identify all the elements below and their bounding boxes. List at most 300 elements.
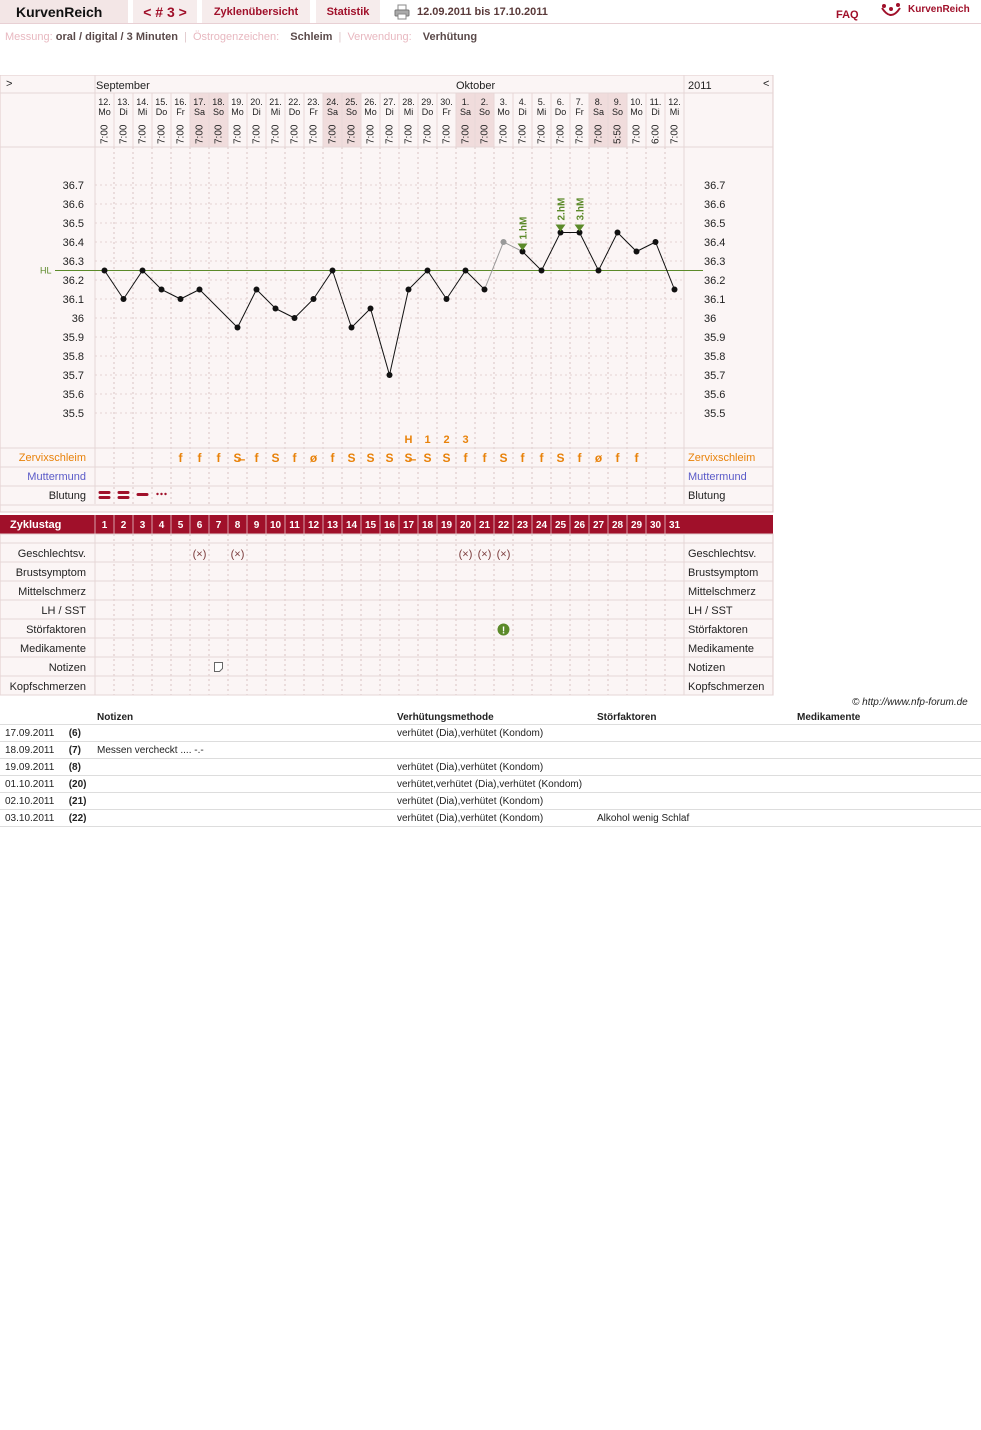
y-tick-label: 36.6 [62, 199, 84, 211]
alert-icon-mark: ! [501, 625, 506, 637]
printer-icon[interactable] [394, 4, 410, 20]
temperature-point [368, 306, 374, 312]
date-label: 28. [402, 97, 415, 107]
time-label: 7:00 [251, 124, 263, 144]
bleeding-mark [99, 491, 111, 494]
temperature-point [102, 268, 108, 274]
temperature-point [330, 268, 336, 274]
temperature-point [406, 287, 412, 293]
y-tick-label: 36 [71, 313, 84, 325]
notes-note [93, 793, 393, 810]
notes-header-method: Verhütungsmethode [393, 710, 593, 725]
time-label: 7:00 [460, 124, 472, 144]
cycle-day-number: 23 [516, 520, 529, 531]
temperature-point [159, 287, 165, 293]
time-label: 7:00 [175, 124, 187, 144]
time-label: 7:00 [346, 124, 358, 144]
cycle-day-number: 28 [611, 520, 624, 531]
intercourse-mark: (×) [477, 548, 492, 561]
time-label: 7:00 [536, 124, 548, 144]
cycle-day-number: 19 [440, 520, 453, 531]
cycle-day-number: 16 [383, 520, 396, 531]
notes-method: verhütet (Dia),verhütet (Kondom) [393, 759, 593, 776]
bottom-row-label: Mittelschmerz [18, 586, 86, 598]
weekday-label: Do [421, 107, 434, 117]
cycle-navigator[interactable]: < # 3 > [133, 0, 197, 24]
time-label: 7:00 [669, 124, 681, 144]
date-label: 8. [594, 97, 603, 107]
date-label: 10. [630, 97, 643, 107]
logo-text: KurvenReich [908, 4, 970, 15]
weekday-label: Di [252, 107, 261, 117]
temperature-point [140, 268, 146, 274]
temperature-point [539, 268, 545, 274]
weekday-label: Mi [536, 107, 547, 117]
weekday-label: So [212, 107, 225, 117]
cervix-value: f [197, 451, 202, 465]
intercourse-mark: (×) [192, 548, 207, 561]
cervix-value: f [577, 451, 582, 465]
weekday-label: Sa [193, 107, 206, 117]
cycle-day-number: 3 [139, 520, 146, 531]
notes-disturbance: Alkohol wenig Schlaf [593, 810, 793, 827]
bottom-row-label-right: Kopfschmerzen [688, 681, 765, 693]
weekday-label: Di [651, 107, 660, 117]
cervix-value: S [385, 451, 394, 465]
weekday-label: Mo [630, 107, 643, 117]
measure-value: oral / digital / 3 Minuten [55, 31, 178, 43]
notes-cycle-day: (22) [65, 810, 93, 827]
date-label: 14. [136, 97, 149, 107]
notes-date: 18.09.2011 [0, 742, 65, 759]
weekday-label: Mi [137, 107, 148, 117]
temperature-point [121, 296, 127, 302]
bleeding-mark [99, 496, 111, 499]
cervix-value: S̶ [404, 451, 413, 465]
y-tick-label-right: 35.8 [704, 351, 726, 363]
y-tick-label-right: 35.5 [704, 408, 726, 420]
time-label: 7:00 [308, 124, 320, 144]
estrogen-value: Schleim [290, 31, 333, 43]
cycle-day-number: 30 [649, 520, 662, 531]
temperature-point [235, 325, 241, 331]
bottom-row-label-right: Medikamente [688, 643, 755, 655]
time-label: 5:50 [612, 124, 624, 144]
y-tick-label: 35.5 [62, 408, 84, 420]
notes-date: 02.10.2011 [0, 793, 65, 810]
weekday-label: Do [554, 107, 567, 117]
date-label: 25. [345, 97, 358, 107]
cycle-day-number: 20 [459, 520, 472, 531]
cervix-value: f [216, 451, 221, 465]
cervix-value: S [366, 451, 375, 465]
time-label: 7:00 [194, 124, 206, 144]
bottom-row-label: Störfaktoren [26, 624, 86, 636]
y-tick-label-right: 36 [704, 313, 717, 325]
notes-header-row [0, 710, 981, 725]
temperature-point [634, 249, 640, 255]
notes-medication [793, 759, 981, 776]
estrogen-label: Östrogenzeichen: [192, 31, 280, 43]
y-tick-label: 36.4 [62, 237, 84, 249]
y-tick-label: 35.7 [62, 370, 84, 382]
temperature-point [387, 372, 393, 378]
cervix-value: f [539, 451, 544, 465]
time-label: 7:00 [327, 124, 339, 144]
notes-medication [793, 793, 981, 810]
y-tick-label: 36.1 [62, 294, 84, 306]
notes-method: verhütet,verhütet (Dia),verhütet (Kondom) [393, 776, 593, 793]
bottom-row-label-right: Störfaktoren [688, 624, 748, 636]
peak-marker: H [404, 434, 413, 446]
peak-marker: 3 [462, 434, 469, 446]
time-label: 7:00 [365, 124, 377, 144]
date-label: 7. [575, 97, 584, 107]
bottom-row-label: LH / SST [41, 605, 86, 617]
bottom-row-label: Notizen [48, 662, 86, 674]
y-tick-label: 36.3 [62, 256, 84, 268]
temperature-point [463, 268, 469, 274]
bottom-row-label: Kopfschmerzen [9, 681, 86, 693]
weekday-label: Do [155, 107, 168, 117]
time-label: 7:00 [593, 124, 605, 144]
cervix-value: S [347, 451, 356, 465]
weekday-label: Mo [98, 107, 111, 117]
temperature-point [292, 315, 298, 321]
temperature-point [254, 287, 260, 293]
cervix-value: S [442, 451, 451, 465]
y-tick-label-right: 36.3 [704, 256, 726, 268]
y-tick-label: 35.8 [62, 351, 84, 363]
weekday-label: So [478, 107, 491, 117]
bleeding-dot [160, 493, 162, 495]
logo-icon [880, 2, 902, 20]
weekday-label: So [345, 107, 358, 117]
y-tick-label: 36.2 [62, 275, 84, 287]
cycle-day-number: 12 [307, 520, 320, 531]
notes-header-notes: Notizen [93, 710, 393, 725]
notes-row [0, 742, 981, 759]
temperature-point [273, 306, 279, 312]
weekday-label: Mi [403, 107, 414, 117]
peak-marker: 1 [424, 434, 431, 446]
cycle-day-number: 25 [554, 520, 567, 531]
time-label: 7:00 [441, 124, 453, 144]
meta-line [5, 31, 477, 43]
notes-note [93, 725, 393, 742]
cycle-day-number: 27 [592, 520, 605, 531]
notes-cycle-day: (7) [65, 742, 93, 759]
temperature-point [615, 230, 621, 236]
weekday-label: Fr [442, 107, 451, 117]
bottom-row-label-right: Brustsymptom [688, 567, 759, 579]
cycle-day-number: 9 [253, 520, 260, 531]
weekday-label: Mo [364, 107, 377, 117]
date-label: 6. [556, 97, 565, 107]
temperature-point [501, 239, 507, 245]
cycle-day-number: 2 [120, 520, 127, 531]
time-label: 7:00 [631, 124, 643, 144]
cycle-day-number: 17 [402, 520, 415, 531]
notes-medication [793, 776, 981, 793]
temperature-point [672, 287, 678, 293]
peak-marker: 2 [443, 434, 450, 446]
temperature-point [178, 296, 184, 302]
y-tick-label-right: 36.5 [704, 218, 726, 230]
cervix-value: f [634, 451, 639, 465]
notes-medication [793, 810, 981, 827]
notes-header-medication: Medikamente [793, 710, 981, 725]
usage-value: Verhütung [422, 31, 478, 43]
date-label: 12. [668, 97, 681, 107]
y-tick-label: 36.5 [62, 218, 84, 230]
time-label: 6:00 [650, 124, 662, 144]
time-label: 7:00 [99, 124, 111, 144]
cycle-day-number: 1 [101, 520, 108, 531]
cycle-day-number: 6 [196, 520, 203, 531]
notes-row [0, 810, 981, 827]
cycle-day-number: 8 [234, 520, 241, 531]
cervix-value: S [499, 451, 508, 465]
notes-header-date [0, 710, 93, 725]
month-label: September [96, 80, 150, 92]
cervix-position-row-label: Muttermund [27, 471, 86, 483]
cervix-value: f [615, 451, 620, 465]
notes-disturbance [593, 759, 793, 776]
time-label: 7:00 [289, 124, 301, 144]
tab-cycle-overview[interactable]: Zyklenübersicht [202, 0, 310, 24]
temperature-point [596, 268, 602, 274]
bottom-row-label-right: Mittelschmerz [688, 586, 756, 598]
date-label: 9. [613, 97, 622, 107]
notes-medication [793, 742, 981, 759]
cervix-value: S [423, 451, 432, 465]
date-label: 17. [193, 97, 206, 107]
notes-note [93, 759, 393, 776]
temperature-point [349, 325, 355, 331]
cervix-row-label: Zervixschleim [18, 452, 86, 464]
date-label: 29. [421, 97, 434, 107]
y-tick-label-right: 36.2 [704, 275, 726, 287]
notes-row [0, 759, 981, 776]
cycle-day-number: 7 [215, 520, 222, 531]
cycle-day-number: 13 [326, 520, 339, 531]
date-label: 26. [364, 97, 377, 107]
cervix-value: S̶ [233, 451, 242, 465]
weekday-label: Di [385, 107, 394, 117]
temperature-point [197, 287, 203, 293]
y-tick-label-right: 36.4 [704, 237, 726, 249]
cervix-value: f [292, 451, 297, 465]
time-label: 7:00 [137, 124, 149, 144]
month-label: Oktober [456, 80, 496, 92]
notes-disturbance [593, 793, 793, 810]
bottom-row-label: Geschlechtsv. [17, 548, 86, 560]
notes-cycle-day: (6) [65, 725, 93, 742]
weekday-label: Mi [270, 107, 281, 117]
cycle-day-number: 11 [289, 520, 300, 531]
time-label: 7:00 [232, 124, 244, 144]
date-label: 3. [499, 97, 508, 107]
notes-note: Messen vercheckt .... -.- [93, 742, 393, 759]
notes-medication [793, 725, 981, 742]
faq-link[interactable]: FAQ [836, 9, 859, 21]
intercourse-mark: (×) [458, 548, 473, 561]
temperature-point [482, 287, 488, 293]
date-label: 18. [212, 97, 225, 107]
bleeding-dot [164, 493, 166, 495]
meta-separator: | [184, 31, 187, 43]
temperature-point [311, 296, 317, 302]
notes-note [93, 776, 393, 793]
higher-measurement-label: 3.hM [575, 197, 587, 221]
bleeding-row-label-right: Blutung [688, 490, 726, 502]
y-tick-label-right: 35.6 [704, 389, 726, 401]
notes-cycle-day: (21) [65, 793, 93, 810]
higher-measurement-label: 2.hM [556, 197, 568, 221]
cycle-day-number: 21 [478, 520, 491, 531]
time-label: 7:00 [517, 124, 529, 144]
date-label: 13. [117, 97, 130, 107]
higher-measurement-label: 1.hM [518, 216, 530, 240]
cervix-value: S [271, 451, 280, 465]
weekday-label: Sa [592, 107, 605, 117]
date-label: 4. [518, 97, 527, 107]
time-label: 7:00 [498, 124, 510, 144]
cervix-value: f [254, 451, 259, 465]
header-divider [0, 23, 981, 24]
time-label: 7:00 [403, 124, 415, 144]
weekday-label: Mi [669, 107, 680, 117]
time-label: 7:00 [270, 124, 282, 144]
temperature-point [444, 296, 450, 302]
weekday-label: Mo [497, 107, 510, 117]
notes-date: 19.09.2011 [0, 759, 65, 776]
intercourse-mark: (×) [230, 548, 245, 561]
cervix-value: f [520, 451, 525, 465]
date-label: 22. [288, 97, 301, 107]
time-label: 7:00 [479, 124, 491, 144]
time-label: 7:00 [422, 124, 434, 144]
note-icon [215, 663, 223, 672]
usage-label: Verwendung: [347, 31, 412, 43]
weekday-label: Fr [575, 107, 584, 117]
date-label: 16. [174, 97, 187, 107]
weekday-label: Fr [176, 107, 185, 117]
cycle-day-number: 31 [668, 520, 681, 531]
cervix-value: f [482, 451, 487, 465]
bleeding-mark [118, 491, 130, 494]
credit: © http://www.nfp-forum.de [852, 697, 968, 708]
y-tick-label: 35.9 [62, 332, 84, 344]
bottom-row-label: Brustsymptom [15, 567, 86, 579]
y-tick-label: 35.6 [62, 389, 84, 401]
y-tick-label-right: 36.1 [704, 294, 726, 306]
notes-note [93, 810, 393, 827]
notes-disturbance [593, 742, 793, 759]
cervix-value: f [330, 451, 335, 465]
cycle-day-number: 10 [269, 520, 282, 531]
weekday-label: So [611, 107, 624, 117]
y-tick-label-right: 35.9 [704, 332, 726, 344]
brand-title: KurvenReich [0, 0, 128, 24]
time-label: 7:00 [555, 124, 567, 144]
cycle-day-number: 29 [630, 520, 643, 531]
notes-cycle-day: (20) [65, 776, 93, 793]
time-label: 7:00 [574, 124, 586, 144]
notes-date: 01.10.2011 [0, 776, 65, 793]
bottom-row-label: Medikamente [19, 643, 86, 655]
cervix-value: ø [309, 451, 318, 465]
notes-row [0, 725, 981, 742]
date-label: 27. [383, 97, 396, 107]
notes-method: verhütet (Dia),verhütet (Kondom) [393, 810, 593, 827]
cycle-day-number: 14 [345, 520, 358, 531]
notes-date: 03.10.2011 [0, 810, 65, 827]
bottom-rows-background [0, 534, 773, 695]
cycle-day-number: 18 [421, 520, 434, 531]
date-label: 1. [461, 97, 470, 107]
temperature-point [425, 268, 431, 274]
date-label: 11. [649, 97, 662, 107]
y-tick-label-right: 36.7 [704, 180, 726, 192]
cervix-row-label-right: Zervixschleim [688, 452, 756, 464]
y-tick-label-right: 36.6 [704, 199, 726, 211]
cycle-day-number: 22 [497, 520, 510, 531]
date-label: 2. [480, 97, 489, 107]
meta-separator: | [338, 31, 342, 43]
temperature-point [653, 239, 659, 245]
weekday-label: Do [288, 107, 301, 117]
date-label: 15. [155, 97, 168, 107]
y-tick-label: 36.7 [62, 180, 84, 192]
notes-header-disturbances: Störfaktoren [593, 710, 793, 725]
date-label: 21. [269, 97, 282, 107]
date-label: 30. [440, 97, 453, 107]
notes-disturbance [593, 776, 793, 793]
cycle-day-number: 5 [177, 520, 184, 531]
cycle-day-number: 15 [364, 520, 377, 531]
date-label: 19. [231, 97, 244, 107]
nav-next-arrow: < [763, 78, 770, 90]
cycle-day-number: 26 [573, 520, 586, 531]
bleeding-mark [118, 496, 130, 499]
notes-row [0, 776, 981, 793]
weekday-label: Sa [459, 107, 472, 117]
date-label: 23. [307, 97, 320, 107]
notes-method: verhütet (Dia),verhütet (Kondom) [393, 725, 593, 742]
date-label: 5. [537, 97, 546, 107]
cervix-position-row-label-right: Muttermund [688, 471, 747, 483]
temperature-chart [0, 75, 775, 697]
measure-label: Messung: [5, 31, 53, 43]
coverline-label: HL [40, 265, 52, 276]
date-label: 12. [98, 97, 111, 107]
bottom-row-label-right: Notizen [688, 662, 726, 674]
weekday-label: Di [518, 107, 527, 117]
cycle-day-label: Zyklustag [10, 519, 62, 531]
cervix-value: ø [594, 451, 603, 465]
notes-method: verhütet (Dia),verhütet (Kondom) [393, 793, 593, 810]
tab-statistics[interactable]: Statistik [316, 0, 380, 24]
intercourse-mark: (×) [496, 548, 511, 561]
bleeding-row-label: Blutung [48, 490, 86, 502]
notes-table [0, 710, 981, 827]
notes-date: 17.09.2011 [0, 725, 65, 742]
weekday-label: Di [119, 107, 128, 117]
time-label: 7:00 [213, 124, 225, 144]
bleeding-mark [137, 493, 149, 496]
